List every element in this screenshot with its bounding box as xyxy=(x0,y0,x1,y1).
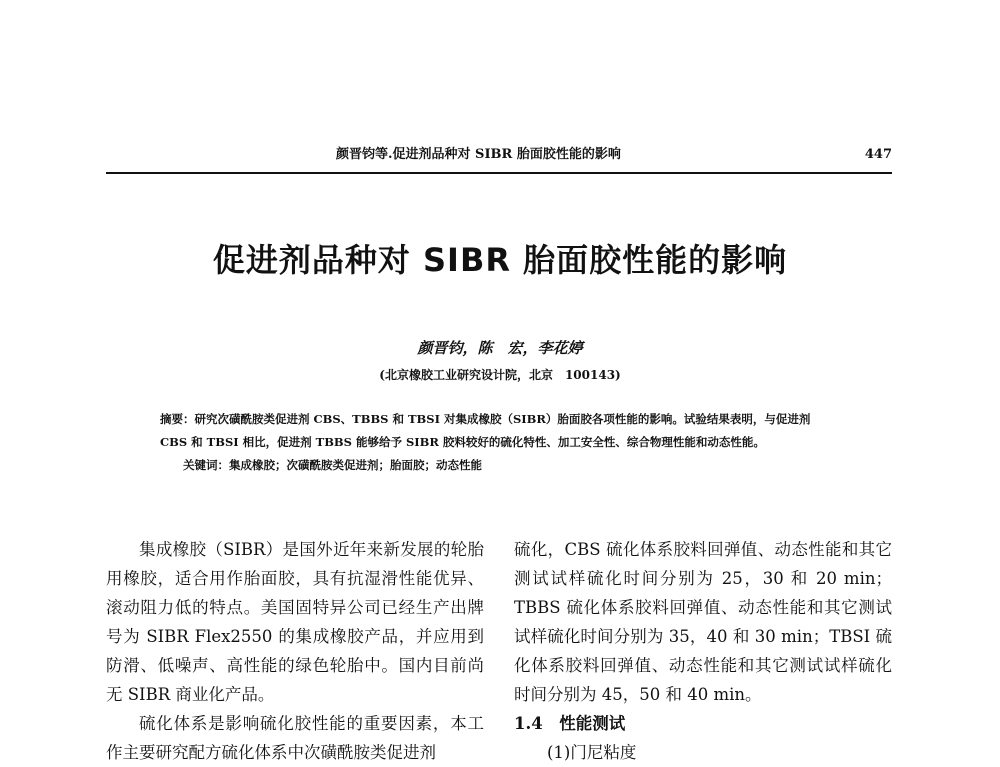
running-head-title: 颜晋钧等.促进剂品种对 SIBR 胎面胶性能的影响 xyxy=(336,147,621,162)
keywords-text: 集成橡胶；次磺酰胺类促进剂；胎面胶；动态性能 xyxy=(229,458,482,472)
header-rule xyxy=(106,172,892,174)
paper-title: 促进剂品种对 SIBR 胎面胶性能的影响 xyxy=(212,241,788,279)
abstract-text: 研究次磺酰胺类促进剂 CBS、TBBS 和 TBSI 对集成橡胶（SIBR）胎面胶各项性能的影响。试验结果表明，与促进剂 CBS 和 TBSI 相比，促进剂 TBBS 能够给予 SIBR 胶料较好的硫化特性、加工安全性、综合物理性能和动态性能。 xyxy=(160,412,811,449)
body-column-right xyxy=(514,535,892,767)
body-column-left xyxy=(106,535,484,767)
affiliation: (北京橡胶工业研究设计院，北京 100143) xyxy=(379,368,621,382)
abstract-label: 摘要： xyxy=(160,412,195,426)
subsection-heading: (1)门尼粘度 xyxy=(547,743,637,762)
keywords xyxy=(160,454,840,477)
body-paragraph: 硫化体系是影响硫化胶性能的重要因素，本工作主要研究配方硫化体系中次磺酰胺类促进剂 xyxy=(106,714,484,762)
section-heading: 1.4 性能测试 xyxy=(514,714,626,733)
body-paragraph: 硫化，CBS 硫化体系胶料回弹值、动态性能和其它测试试样硫化时间分别为 25，30 和 20 min；TBBS 硫化体系胶料回弹值、动态性能和其它测试试样硫化时间分别为 35，40 和 30 min；TBSI 硫化体系胶料回弹值、动态性能和其它测试试样硫化时间分别为 45，50 和 40 min。 xyxy=(514,540,892,704)
abstract-block xyxy=(160,408,840,477)
body-paragraph: 集成橡胶（SIBR）是国外近年来新发展的轮胎用橡胶，适合用作胎面胶，具有抗湿滑性能优异、滚动阻力低的特点。美国固特异公司已经生产出牌号为 SIBR Flex2550 的集成橡胶产品，并应用到防滑、低噪声、高性能的绿色轮胎中。国内目前尚无 SIBR 商业化产品。 xyxy=(106,540,484,704)
page-number: 447 xyxy=(864,147,892,162)
keywords-label: 关键词： xyxy=(183,458,229,472)
authors: 颜晋钧，陈 宏，李花婷 xyxy=(417,339,583,357)
abstract xyxy=(160,408,840,454)
